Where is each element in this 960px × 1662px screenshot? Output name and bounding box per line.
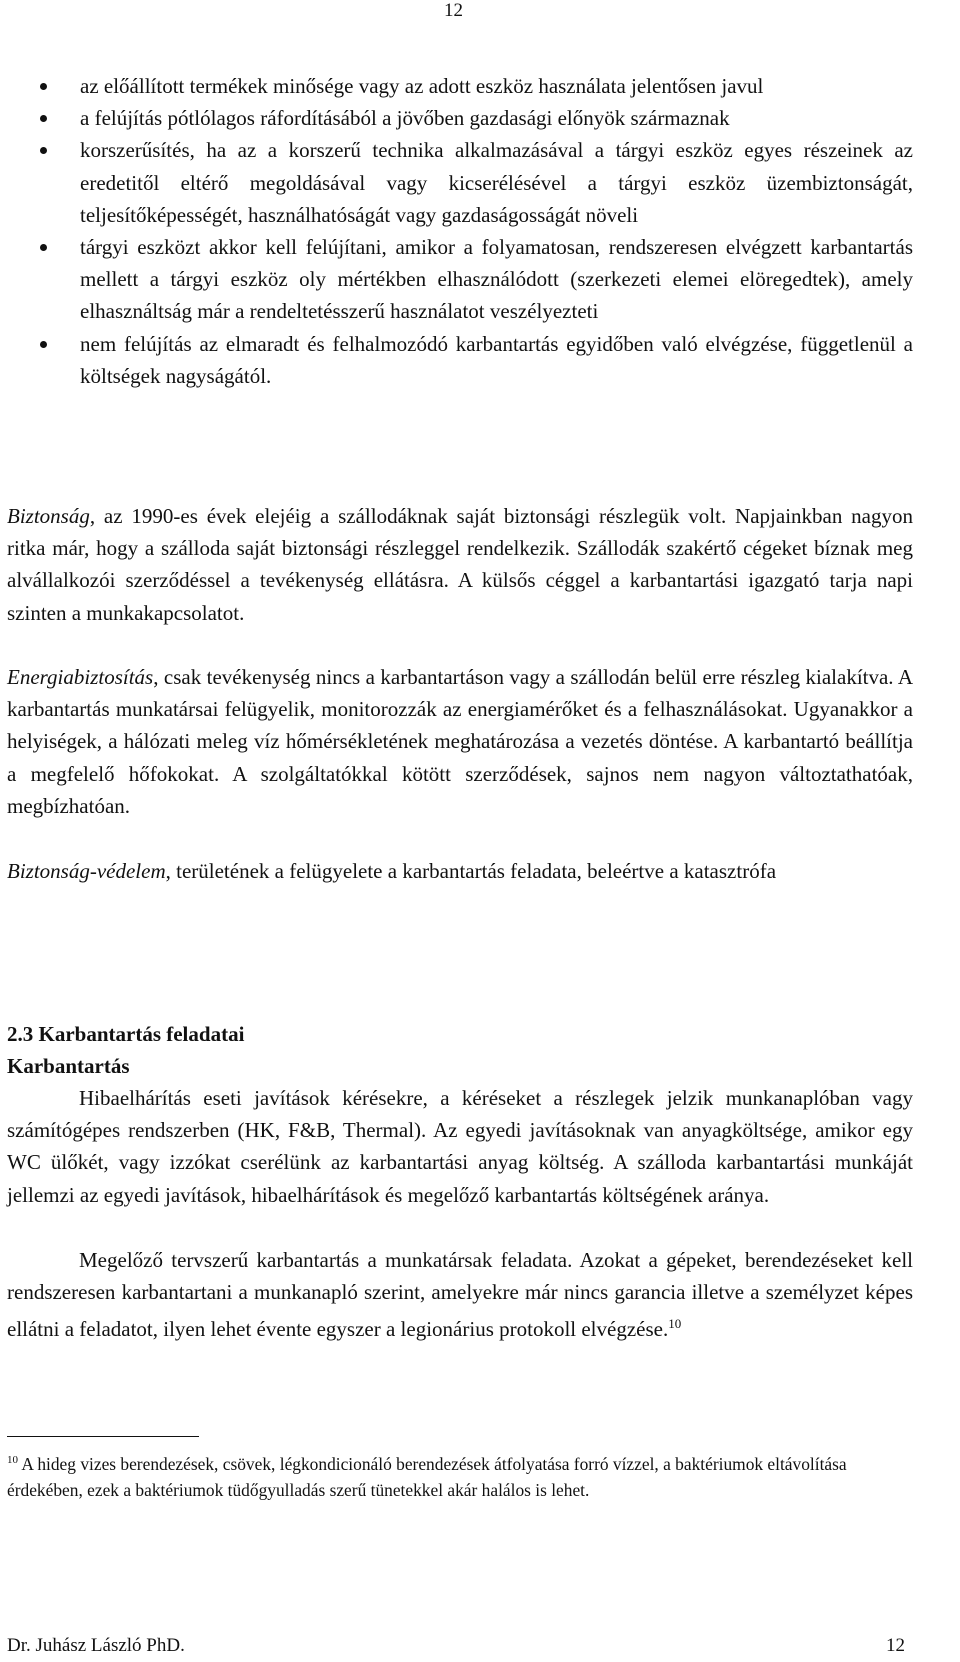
footnote-number: 10 (7, 1454, 18, 1466)
paragraph-text: , csak tevékenység nincs a karbantartáson vagy a szállodán belül erre részleg kialakítva. A karbantartás munkatársai felügyelik, monitorozzák az energiamérőket és a felhasználásokat. Ugyanakkor a helyiségek, a hálózati meleg víz hőmérsékletének meghatározása a vezetés döntése. A karbantartó beállítja a megfelelő hőfokokat. A szolgáltatókkal kötött szerződések, sajnos nem nagyon változtathatóak, megbízhatóan. (7, 665, 913, 818)
paragraph-vedelem (7, 855, 913, 887)
bullet-item: tárgyi eszközt akkor kell felújítani, amikor a folyamatosan, rendszeresen elvégzett karbantartás mellett a tárgyi eszköz oly mértékben elhasználódott (szerkezeti elemei elöregedtek), amely elhasználtság már a rendeltetésszerű használatot veszélyezteti (33, 231, 913, 328)
term-energia: Energiabiztosítás (7, 665, 154, 689)
bullet-list (33, 70, 913, 392)
footer-page-number: 12 (886, 1635, 905, 1656)
paragraph-hibaelharitas: Hibaelhárítás eseti javítások kérésekre, a kéréseket a részlegek jelzik munkanaplóban vagy számítógépes rendszerben (HK, F&B, Thermal). Az egyedi javításoknak van anyagköltsége, amikor egy WC ülőkét, vagy izzókat cserélünk az karbantartási anyag költség. A szálloda karbantartási munkáját jellemzi az egyedi javítások, hibaelhárítások és megelőző karbantartás költségének aránya. (7, 1086, 913, 1207)
footnote-reference: 10 (668, 1316, 682, 1332)
paragraph-text: , az 1990-es évek elejéig a szállodáknak saját biztonsági részlegük volt. Napjainkban nagyon ritka már, hogy a szálloda saját biztonsági részleggel rendelkezik. Szállodák szakértő cégeket bíznak meg alvállalkozói szerződéssel a tevékenység ellátásra. A külsős céggel a karbantartási igazgató tarja napi szinten a munkakapcsolatot. (7, 504, 913, 625)
paragraph-megelozo (7, 1244, 913, 1346)
bullet-item: nem felújítás az elmaradt és felhalmozódó karbantartás egyidőben való elvégzése, függetlenül a költségek nagyságától. (33, 328, 913, 392)
page-number-top: 12 (444, 0, 463, 21)
term-vedelem: Biztonság-védelem (7, 859, 166, 883)
footnote-divider (7, 1436, 199, 1437)
bullet-item: az előállított termékek minősége vagy az adott eszköz használata jelentősen javul (33, 70, 913, 102)
footnote (7, 1447, 913, 1503)
footer-author: Dr. Juhász László PhD. (7, 1635, 185, 1656)
bullet-item: korszerűsítés, ha az a korszerű technika alkalmazásával a tárgyi eszköz egyes részeinek az eredetitől eltérő megoldásával vagy kicserélésével a tárgyi eszköz üzembiztonságát, teljesítőképességét, használhatóságát vagy gazdaságosságát növeli (33, 134, 913, 231)
paragraph-text: , területének a felügyelete a karbantartás feladata, beleértve a katasztrófa (165, 859, 777, 883)
section-heading: 2.3 Karbantartás feladatai (7, 1022, 245, 1046)
paragraph-text: Megelőző tervszerű karbantartás a munkatársak feladata. Azokat a gépeket, berendezéseket kell rendszeresen karbantartani a munkanapló szerint, amelyekre már nincs garancia illetve a személyzet képes ellátni a feladatot, ilyen lehet évente egyszer a legionárius protokoll elvégzése. (7, 1248, 913, 1342)
paragraph-biztonsag (7, 500, 913, 629)
sub-heading: Karbantartás (7, 1054, 130, 1078)
footnote-text: A hideg vizes berendezések, csövek, légkondicionáló berendezések átfolyatása forró vízzel, a baktériumok eltávolítása érdekében, ezek a baktériumok tüdőgyulladás szerű tünetekkel akár halálos is lehet. (7, 1454, 847, 1500)
paragraph-energia (7, 661, 913, 822)
bullet-item: a felújítás pótlólagos ráfordításából a jövőben gazdasági előnyök származnak (33, 102, 913, 134)
term-biztonsag: Biztonság (7, 504, 90, 528)
